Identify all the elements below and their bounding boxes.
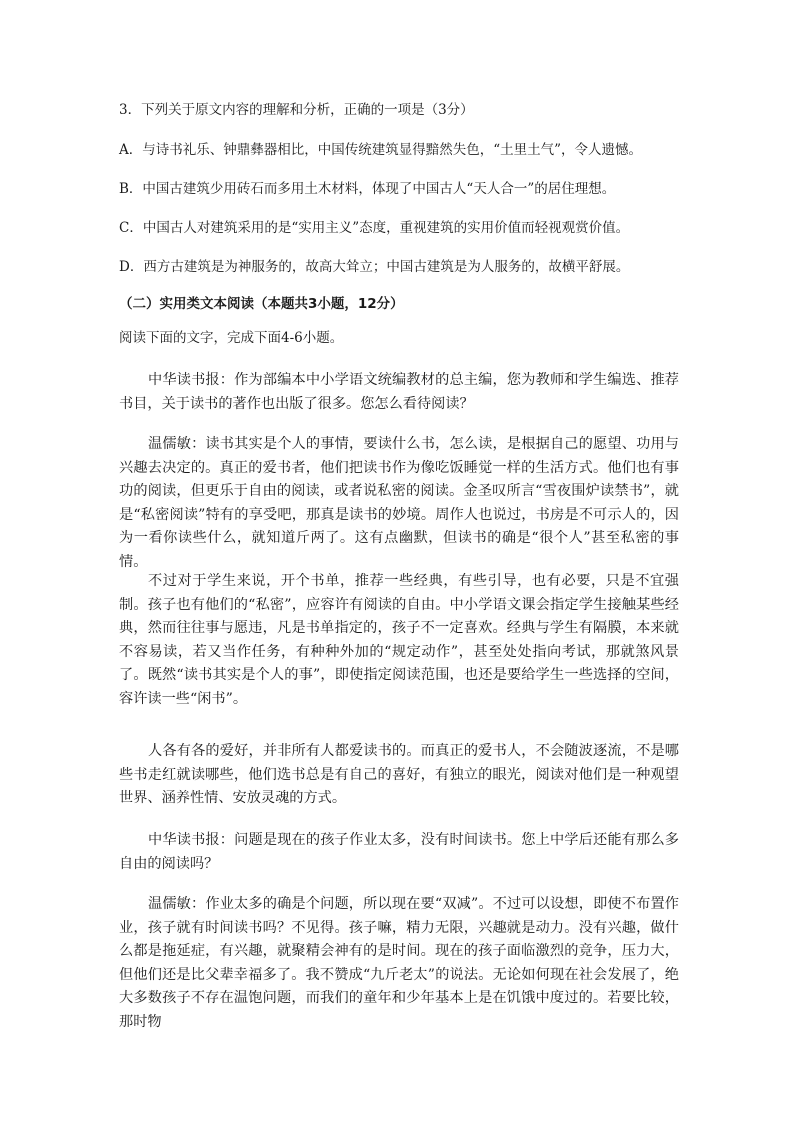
article-paragraph-4: 人各有各的爱好，并非所有人都爱读书的。而真正的爱书人，不会随波逐流，不是哪些书走红就读哪些，他们选书总是有自己的喜好，有独立的眼光，阅读对他们是一种观望世界、涵养性情、安放灵魂的方式。 [119, 743, 679, 806]
question-stem: 3．下列关于原文内容的理解和分析，正确的一项是（3分） [119, 102, 474, 118]
article-paragraph-3: 不过对于学生来说，开个书单，推荐一些经典，有些引导，也有必要，只是不宜强制。孩子也有他们的“私密”，应容许有阅读的自由。中小学语文课会指定学生接触某些经典，然而往往事与愿违，凡是书单指定的，孩子不一定喜欢。经典与学生有隔膜，本来就不容易读，若又当作任务，有种种外加的“规定动作”，甚至处处指向考试，那就煞风景了。既然“读书其实是个人的事”，即使指定阅读范围，也还是要给学生一些选择的空间，容许读一些“闲书”。 [119, 573, 679, 707]
option-d: D．西方古建筑是为神服务的，故高大耸立；中国古建筑是为人服务的，故横平舒展。 [119, 259, 630, 275]
option-a: A．与诗书礼乐、钟鼎彝器相比，中国传统建筑显得黯然失色，“土里土气”，令人遗憾。 [119, 142, 643, 158]
article-paragraph-6: 温儒敏：作业太多的确是个问题，所以现在要“双减”。不过可以设想，即使不布置作业，孩子就有时间读书吗？不见得。孩子嘛，精力无限，兴趣就是动力。没有兴趣，做什么都是拖延症，有兴趣，就聚精会神有的是时间。现在的孩子面临激烈的竞争，压力大，但他们还是比父辈幸福多了。我不赞成“九斤老太”的说法。无论如何现在社会发展了，绝大多数孩子不存在温饱问题，而我们的童年和少年基本上是在饥饿中度过的。若要比较，那时物 [119, 896, 679, 1030]
option-c: C．中国古人对建筑采用的是“实用主义”态度，重视建筑的实用价值而轻视观赏价值。 [119, 220, 630, 236]
article-paragraph-5: 中华读书报：问题是现在的孩子作业太多，没有时间读书。您上中学后还能有那么多自由的阅读吗？ [119, 832, 679, 872]
section-instruction: 阅读下面的文字，完成下面4-6小题。 [119, 330, 344, 346]
article-paragraph-1: 中华读书报：作为部编本中小学语文统编教材的总主编，您为教师和学生编选、推荐书目，关于读书的著作也出版了很多。您怎么看待阅读？ [119, 372, 679, 412]
section-heading: （二）实用类文本阅读（本题共3小题，12分） [119, 296, 404, 312]
option-b: B．中国古建筑少用砖石而多用土木材料，体现了中国古人“天人合一”的居住理想。 [119, 181, 616, 197]
article-paragraph-2: 温儒敏：读书其实是个人的事情，要读什么书，怎么读，是根据自己的愿望、功用与兴趣去决定的。真正的爱书者，他们把读书作为像吃饭睡觉一样的生活方式。他们也有事功的阅读，但更乐于自由的阅读，或者说私密的阅读。金圣叹所言“雪夜围炉读禁书”，就是“私密阅读”特有的享受吧，那真是读书的妙境。周作人也说过，书房是不可示人的，因为一看你读些什么，就知道斤两了。这有点幽默，但读书的确是“很个人”甚至私密的事情。 [119, 436, 679, 570]
